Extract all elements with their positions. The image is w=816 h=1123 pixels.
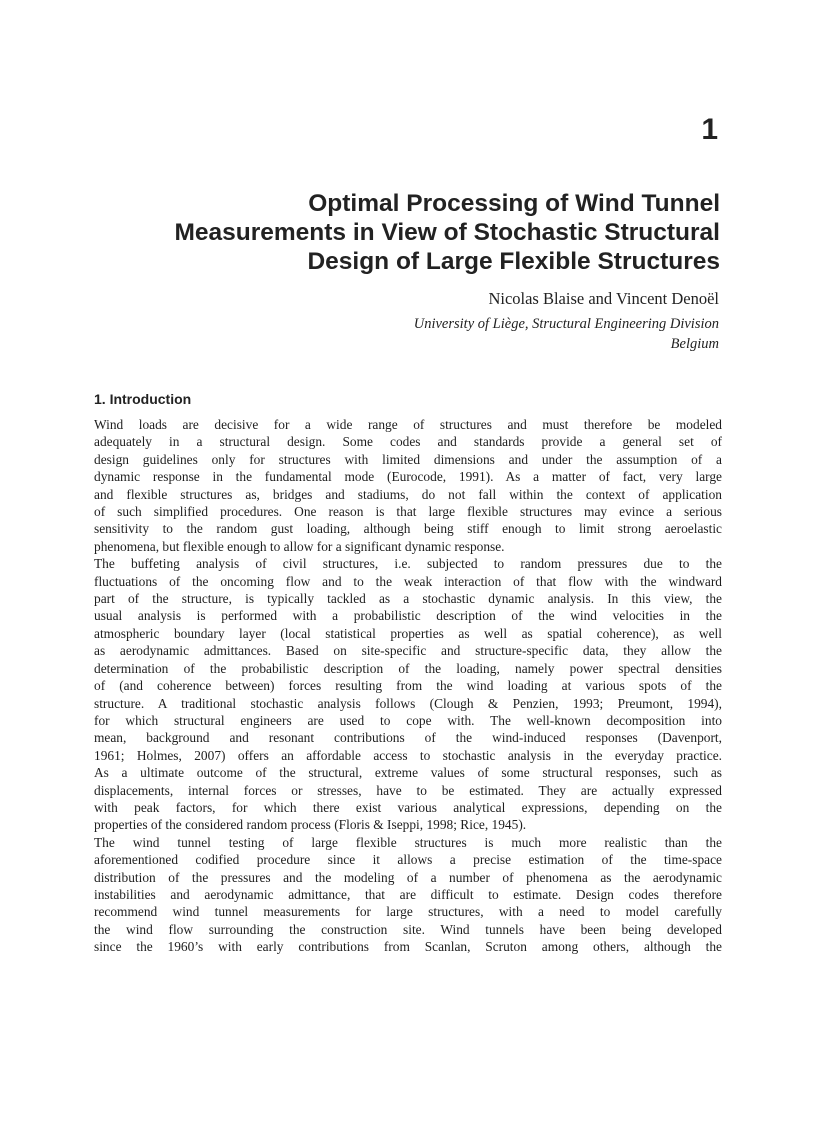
body-line: recommend wind tunnel measurements for large structures, with a need to model carefully: [94, 904, 722, 920]
body-line: the wind flow surrounding the construction site. Wind tunnels have been being developed: [94, 921, 722, 937]
body-line: mean, background and resonant contributions of the wind-induced responses (Davenport,: [94, 730, 722, 746]
body-line: sensitivity to the random gust loading, although being stiff enough to limit strong aeroelastic: [94, 521, 722, 537]
body-line: since the 1960’s with early contributions from Scanlan, Scruton among others, although the: [94, 939, 722, 955]
body-line: usual analysis is performed with a probabilistic description of the wind velocities in the: [94, 608, 722, 624]
body-line: as aerodynamic admittances. Based on site-specific and structure-specific data, they allow the: [94, 643, 722, 659]
affiliation: [414, 314, 719, 354]
body-line: fluctuations of the oncoming flow and to the weak interaction of that flow with the windward: [94, 573, 722, 589]
body-line: instabilities and aerodynamic admittance, that are difficult to estimate. Design codes therefore: [94, 886, 722, 902]
body-line: design guidelines only for structures with limited dimensions and under the assumption of a: [94, 451, 722, 467]
body-line: phenomena, but flexible enough to allow for a significant dynamic response.: [94, 538, 505, 554]
body-line: displacements, internal forces or stresses, have to be estimated. They are actually expressed: [94, 782, 722, 798]
chapter-title-line: Measurements in View of Stochastic Structural: [174, 219, 720, 246]
body-line: As a ultimate outcome of the structural, extreme values of some structural responses, such as: [94, 765, 722, 781]
body-line: of such simplified procedures. One reason is that large flexible structures may evince a serious: [94, 504, 722, 520]
chapter-title: [80, 189, 720, 276]
chapter-title-line: Optimal Processing of Wind Tunnel: [308, 190, 720, 217]
body-line: properties of the considered random process (Floris & Iseppi, 1998; Rice, 1945).: [94, 817, 527, 833]
affiliation-line: University of Liège, Structural Engineering Division: [413, 316, 719, 332]
body-line: aforementioned codified procedure since it allows a precise estimation of the time-space: [94, 852, 722, 868]
chapter-title-line: Design of Large Flexible Structures: [307, 248, 720, 275]
body-line: part of the structure, is typically tackled as a stochastic dynamic analysis. In this view, the: [94, 591, 722, 607]
body-line: distribution of the pressures and the modeling of a number of phenomena as the aerodynamic: [94, 869, 722, 885]
body-line: dynamic response in the fundamental mode (Eurocode, 1991). As a matter of fact, very large: [94, 469, 722, 485]
body-line: determination of the probabilistic description of the loading, namely power spectral densities: [94, 660, 722, 676]
body-line: with peak factors, for which there exist various analytical expressions, depending on the: [94, 799, 722, 815]
body-line: adequately in a structural design. Some codes and standards provide a general set of: [94, 434, 722, 450]
body-line: The wind tunnel testing of large flexible structures is much more realistic than the: [94, 834, 722, 850]
body-line: structure. A traditional stochastic analysis follows (Clough & Penzien, 1993; Preumont, 1994),: [94, 695, 722, 711]
body-line: atmospheric boundary layer (local statistical properties as well as spatial coherence), as well: [94, 625, 722, 641]
authors: Nicolas Blaise and Vincent Denoël: [488, 289, 719, 308]
body-line: and flexible structures as, bridges and stadiums, do not fall within the context of application: [94, 486, 722, 502]
chapter-number: 1: [701, 113, 718, 146]
section-heading: 1. Introduction: [94, 391, 192, 407]
body-line: 1961; Holmes, 2007) offers an affordable access to stochastic analysis in the everyday practice.: [94, 747, 722, 763]
body-line: of (and coherence between) forces resulting from the wind loading at various spots of the: [94, 678, 722, 694]
affiliation-line: Belgium: [670, 336, 719, 352]
body-line: Wind loads are decisive for a wide range of structures and must therefore be modeled: [94, 417, 722, 432]
body-line: The buffeting analysis of civil structures, i.e. subjected to random pressures due to the: [94, 556, 722, 572]
body-text: [94, 416, 722, 956]
body-line: for which structural engineers are used to cope with. The well-known decomposition into: [94, 712, 722, 728]
